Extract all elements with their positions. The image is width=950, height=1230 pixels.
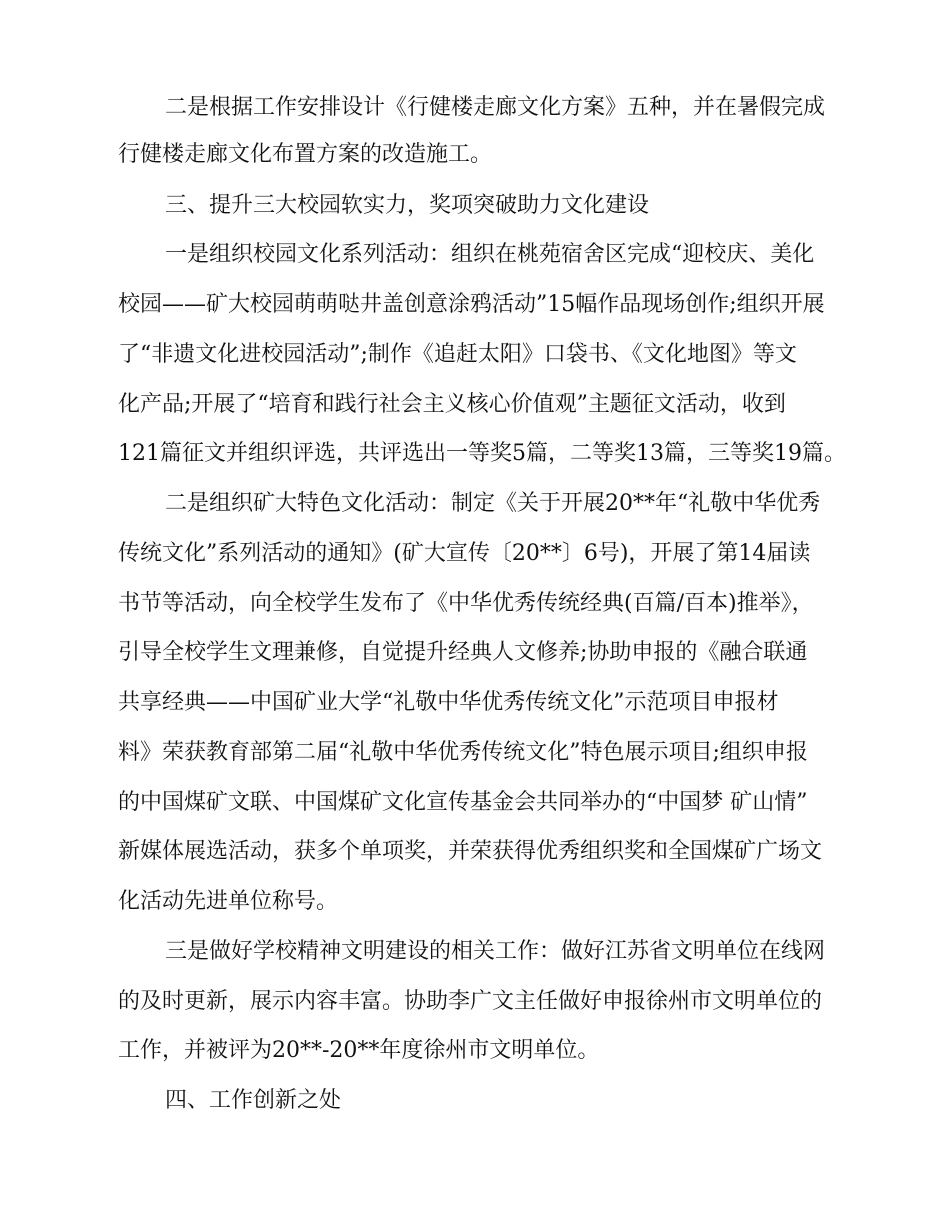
paragraph-3-line-7: 的中国煤矿文联、中国煤矿文化宣传基金会共同举办的“中国梦 矿山情” bbox=[118, 790, 808, 815]
section-heading-3: 三、提升三大校园软实力，奖项突破助力文化建设 bbox=[165, 193, 650, 218]
paragraph-3-line-8: 新媒体展选活动，获多个单项奖，并荣获得优秀组织奖和全国煤矿广场文 bbox=[118, 839, 823, 864]
paragraph-1-line-1: 二是根据工作安排设计《行健楼走廊文化方案》五种，并在暑假完成 bbox=[165, 95, 826, 120]
paragraph-3-line-4: 引导全校学生文理兼修，自觉提升经典人文修养;协助申报的《融合联通 bbox=[118, 640, 808, 665]
paragraph-3-line-5: 共享经典——中国矿业大学“礼敬中华优秀传统文化”示范项目申报材 bbox=[118, 690, 779, 715]
paragraph-3-line-9: 化活动先进单位称号。 bbox=[118, 889, 339, 914]
paragraph-3-line-6: 料》荣获教育部第二届“礼敬中华优秀传统文化”特色展示项目;组织申报 bbox=[118, 740, 808, 765]
paragraph-2-line-4: 化产品;开展了“培育和践行社会主义核心价值观”主题征文活动，收到 bbox=[118, 392, 786, 417]
paragraph-2-line-5: 121篇征文并组织评选，共评选出一等奖5篇，二等奖13篇，三等奖19篇。 bbox=[118, 441, 846, 466]
paragraph-4-line-2: 的及时更新，展示内容丰富。协助李广文主任做好申报徐州市文明单位的 bbox=[118, 989, 823, 1014]
paragraph-3-line-2: 传统文化”系列活动的通知》(矿大宣传〔20**〕6号)，开展了第14届读 bbox=[118, 541, 811, 566]
paragraph-4-line-3: 工作，并被评为20**-20**年度徐州市文明单位。 bbox=[118, 1038, 600, 1063]
paragraph-3-line-1: 二是组织矿大特色文化活动：制定《关于开展20**年“礼敬中华优秀 bbox=[165, 491, 821, 516]
paragraph-2-line-3: 了“非遗文化进校园活动”;制作《追赶太阳》口袋书、《文化地图》等文 bbox=[118, 342, 797, 367]
paragraph-2-line-1: 一是组织校园文化系列活动：组织在桃苑宿舍区完成“迎校庆、美化 bbox=[165, 242, 815, 267]
section-heading-4: 四、工作创新之处 bbox=[165, 1088, 342, 1113]
paragraph-1-line-2: 行健楼走廊文化布置方案的改造施工。 bbox=[118, 142, 493, 167]
paragraph-3-line-3: 书节等活动，向全校学生发布了《中华优秀传统经典(百篇/百本)推举》， bbox=[118, 591, 814, 616]
paragraph-2-line-2: 校园——矿大校园萌萌哒井盖创意涂鸦活动”15幅作品现场创作;组织开展 bbox=[118, 292, 825, 317]
paragraph-4-line-1: 三是做好学校精神文明建设的相关工作：做好江苏省文明单位在线网 bbox=[165, 939, 826, 964]
